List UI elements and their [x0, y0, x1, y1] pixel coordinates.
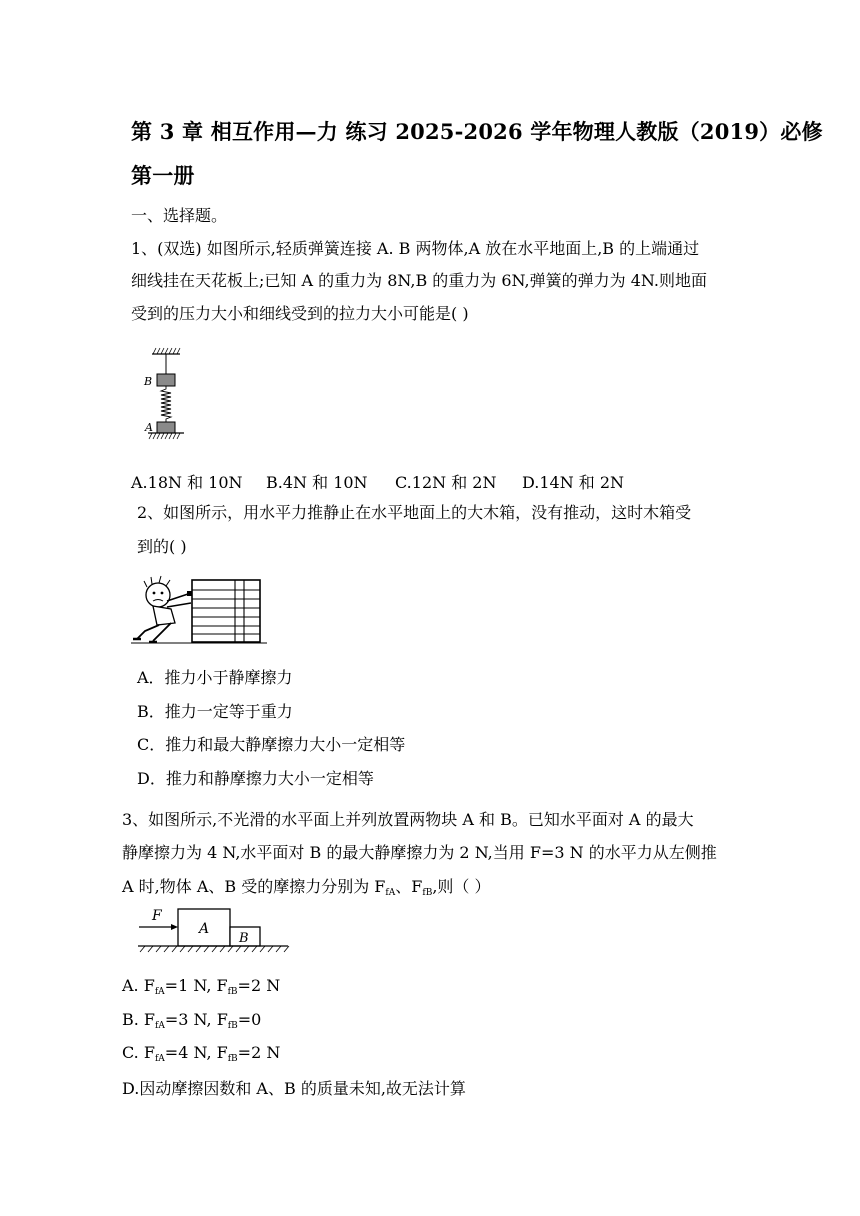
- q3-option-a: A. $F_{fA}=1$ N, $F_{fB}=2$ N: [122, 976, 281, 997]
- q1-line2: 细线挂在天花板上;已知 A 的重力为 8N,B 的重力为 6N,弹簧的弹力为 4N.则地面: [131, 271, 707, 290]
- page-title-line1: 第 3 章 相互作用—力 练习 2025-2026 学年物理人教版（2019）必修: [131, 119, 823, 144]
- q1-option-c: C.12N 和 2N: [395, 473, 497, 492]
- q3-fig-label-a: A: [199, 921, 210, 937]
- q2-option-b: B．推力一定等于重力: [137, 702, 293, 721]
- q3-fig-label-b: B: [239, 931, 249, 946]
- q3-line1: 3、如图所示,不光滑的水平面上并列放置两物块 A 和 B。已知水平面对 A 的最大: [122, 810, 694, 829]
- q1-line3: 受到的压力大小和细线受到的拉力大小可能是( ): [131, 304, 469, 323]
- q2-option-a: A．推力小于静摩擦力: [137, 668, 293, 687]
- q3-option-c: C. $F_{fA}=4$ N, $F_{fB}=2$ N: [122, 1043, 281, 1064]
- q2-push-crate-figure: [131, 571, 267, 645]
- q1-line1: 1、(双选) 如图所示,轻质弹簧连接 A. B 两物体,A 放在水平地面上,B 的上端通过: [131, 239, 700, 258]
- q1-fig-label-b: B: [144, 375, 153, 388]
- q2-line1: 2、如图所示，用水平力推静止在水平地面上的大木箱，没有推动，这时木箱受: [137, 503, 692, 522]
- q3-option-d: D.因动摩擦因数和 A、B 的质量未知,故无法计算: [122, 1079, 466, 1098]
- q3-blocks-figure: [136, 903, 292, 955]
- q1-spring-figure: [136, 345, 196, 440]
- q2-option-d: D．推力和静摩擦力大小一定相等: [137, 769, 374, 788]
- page-title-line2: 第一册: [131, 163, 195, 188]
- q1-option-a: A.18N 和 10N: [131, 473, 243, 492]
- q3-line2: 静摩擦力为 4 N,水平面对 B 的最大静摩擦力为 2 N,当用 F=3 N 的水平力从左侧推: [122, 843, 717, 862]
- q3-line3: A 时,物体 A、B 受的摩擦力分别为 $F_{fA}$、$F_{fB}$,则（ ）: [122, 877, 491, 898]
- q2-line2: 到的( ): [137, 537, 187, 556]
- q2-option-c: C．推力和最大静摩擦力大小一定相等: [137, 735, 406, 754]
- q3-option-b: B. $F_{fA}=3$ N, $F_{fB}=0$: [122, 1010, 262, 1031]
- q1-option-d: D.14N 和 2N: [522, 473, 625, 492]
- q1-option-b: B.4N 和 10N: [266, 473, 368, 492]
- q1-fig-label-a: A: [145, 421, 153, 434]
- section-heading: 一、选择题。: [131, 206, 228, 225]
- q3-fig-label-f: F: [152, 908, 162, 924]
